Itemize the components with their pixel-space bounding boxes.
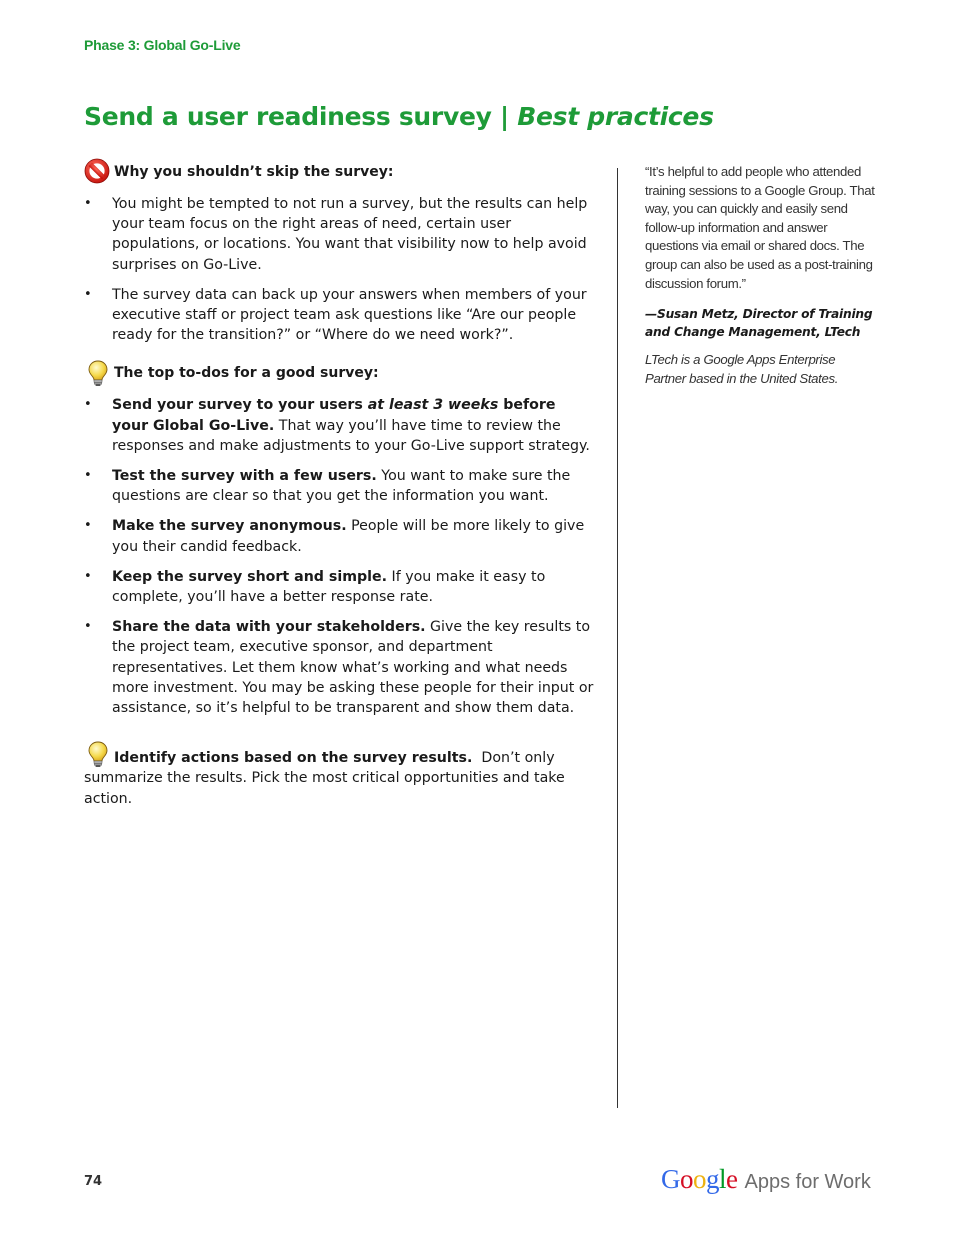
quote-note: LTech is a Google Apps Enterprise Partner based in the United States. [645, 352, 839, 386]
list-item [84, 617, 594, 718]
logo-letter: o [680, 1164, 693, 1194]
page-number: 74 [84, 1174, 103, 1189]
list-item [84, 516, 594, 556]
item-bold-italic-text: at least 3 weeks [367, 397, 499, 414]
top-todos-heading: The top to-dos for a good survey: [114, 365, 379, 382]
page-title-italic: Best practices [517, 102, 714, 131]
why-skip-list [84, 194, 594, 345]
google-wordmark [661, 1164, 738, 1195]
section-heading [84, 158, 594, 186]
apps-for-work-text: Apps for Work [744, 1171, 871, 1193]
lightbulb-icon [84, 740, 112, 768]
item-bold-text: Keep the survey short and simple. [112, 568, 388, 585]
item-bold-text: Test the survey with a few users. [112, 468, 377, 485]
section-why-skip [84, 158, 594, 345]
page-title-main: Send a user readiness survey | [84, 102, 518, 131]
lightbulb-icon [84, 359, 112, 387]
logo-letter: e [726, 1164, 738, 1194]
item-text: You want to make sure the questions are clear so that you get the information you want. [112, 468, 571, 505]
item-bold-text: Make the survey anonymous. [112, 518, 347, 535]
prohibited-icon [84, 158, 112, 186]
list-item: • You might be tempted to not run a survey, but the results can help your team focus on the right areas of need, certain user populations, or locations. You want that visibility now to help avoid surprises on Go-Live. [84, 194, 594, 275]
phase-label: Phase 3: Global Go-Live [84, 37, 241, 53]
logo-letter: g [706, 1164, 719, 1194]
quote-attribution: —Susan Metz, Director of Training and Change Management, LTech [645, 307, 873, 340]
main-column [84, 158, 594, 809]
section-identify-actions [84, 736, 594, 809]
column-divider [617, 168, 618, 1108]
logo-letter: o [693, 1164, 706, 1194]
item-text: That way you’ll have time to review the responses and make adjustments to your Go-Live support strategy. [112, 417, 590, 454]
identify-actions-heading: Identify actions based on the survey results. [114, 750, 473, 767]
sidebar-quote [645, 163, 875, 388]
identify-actions-text: Don’t only summarize the results. Pick the most critical opportunities and take action. [84, 750, 570, 807]
quote-text: “It’s helpful to add people who attended training sessions to a Google Group. That way, you can quickly and easily send follow-up information and answer questions via email or shared docs. The group can also be used as a post-training discussion forum.” [645, 164, 875, 291]
item-text: People will be more likely to give you their candid feedback. [112, 518, 585, 555]
list-item [84, 395, 594, 456]
list-item: • The survey data can back up your answers when members of your executive staff or project team ask questions like “Are our people ready for the transition?” or “Where do we need work?”. [84, 285, 594, 346]
google-apps-logo [661, 1164, 871, 1198]
item-bold-text: Share the data with your stakeholders. [112, 619, 426, 636]
identify-actions-paragraph [84, 736, 594, 809]
item-bold-text: Send your survey to your users [112, 397, 368, 414]
list-item [84, 466, 594, 506]
section-top-todos [84, 359, 594, 718]
logo-letter: l [719, 1164, 727, 1194]
why-skip-heading: Why you shouldn’t skip the survey: [114, 163, 394, 180]
section-heading [84, 359, 594, 387]
item-bold-text: before your Global Go-Live. [112, 397, 556, 434]
page-title [84, 102, 714, 131]
item-text: If you make it easy to complete, you’ll have a better response rate. [112, 568, 546, 606]
list-item [84, 567, 594, 607]
logo-letter: G [661, 1164, 680, 1194]
item-text: Give the key results to the project team, executive sponsor, and department representatives. Let them know what’s working and what needs more investment. You may be asking these people for their input or assistance, so it’s helpful to be transparent and show them data. [112, 619, 594, 717]
top-todos-list [84, 395, 594, 718]
